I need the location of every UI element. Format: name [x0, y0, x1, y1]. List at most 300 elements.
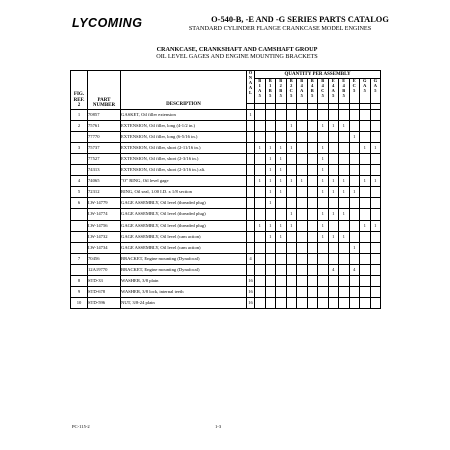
header-model-column	[286, 79, 297, 104]
table-row	[71, 187, 381, 198]
cell-model-quantity	[307, 298, 318, 309]
header-part-number	[88, 71, 121, 110]
header-model-letter: B	[321, 78, 325, 83]
cell-model-quantity	[360, 231, 371, 242]
cell-model-quantity	[349, 220, 360, 231]
header-model-letter: E	[331, 78, 335, 83]
cell-part-number: 70456	[88, 253, 121, 264]
header-model-letter: B	[279, 87, 283, 93]
cell-model-quantity	[297, 253, 308, 264]
cell-fig-ref	[71, 209, 88, 220]
cell-model-quantity	[339, 276, 350, 287]
cell-model-quantity	[255, 109, 266, 120]
cell-model-quantity	[286, 153, 297, 164]
cell-description: EXTENSION, Oil filler, short (2-3/16 in.)	[121, 153, 247, 164]
cell-part-number: STD-596	[88, 298, 121, 309]
cell-part-number: STD-678	[88, 287, 121, 298]
cell-model-quantity	[318, 253, 329, 264]
cell-model-quantity	[370, 165, 381, 176]
cell-model-quantity	[286, 187, 297, 198]
cell-model-quantity	[339, 220, 350, 231]
cell-model-quantity	[297, 153, 308, 164]
cell-model-quantity	[297, 264, 308, 275]
cell-model-quantity	[297, 120, 308, 131]
cell-model-quantity	[276, 242, 287, 253]
cell-description: WASHER, 3/8 lock, internal teeth	[121, 287, 247, 298]
header-model-letter: C	[352, 82, 356, 88]
cell-model-quantity	[370, 198, 381, 209]
cell-model-quantity	[339, 131, 350, 142]
cell-model-quantity	[360, 120, 371, 131]
cell-part-number: 12A19770	[88, 264, 121, 275]
cell-na-quantity: 1	[247, 109, 255, 120]
header-not-applicable-letter: L	[249, 89, 252, 95]
header-model-column	[349, 79, 360, 104]
catalog-title: O-540-B, -E AND -G SERIES PARTS CATALOG	[211, 15, 389, 24]
cell-model-quantity	[286, 276, 297, 287]
header-model-letter: 4	[321, 82, 324, 88]
cell-description: GAGE ASSEMBLY, Oil level (threaded plug)	[121, 198, 247, 209]
cell-model-quantity	[307, 187, 318, 198]
cell-model-quantity	[276, 131, 287, 142]
cell-model-quantity: 1	[265, 142, 276, 153]
header-model-letter: 4	[342, 82, 345, 88]
cell-model-quantity	[297, 165, 308, 176]
cell-na-quantity: 16	[247, 276, 255, 287]
cell-na-quantity	[247, 120, 255, 131]
cell-model-quantity: 1	[349, 187, 360, 198]
cell-description: BRACKET, Engine mounting (Dynafocal)	[121, 253, 247, 264]
cell-na-quantity: 4	[247, 253, 255, 264]
cell-model-quantity	[307, 120, 318, 131]
cell-na-quantity	[247, 242, 255, 253]
cell-model-quantity	[349, 165, 360, 176]
catalog-subtitle: STANDARD CYLINDER FLANGE CRANKCASE MODEL ENGINES	[188, 25, 372, 32]
cell-model-quantity	[370, 242, 381, 253]
cell-description: EXTENSION, Oil filler, short (2-3/16 in.) alt.	[121, 165, 247, 176]
cell-model-quantity	[255, 242, 266, 253]
table-row	[71, 165, 381, 176]
header-model-column	[307, 79, 318, 104]
cell-na-quantity	[247, 142, 255, 153]
cell-model-quantity	[255, 131, 266, 142]
cell-model-quantity	[255, 253, 266, 264]
cell-model-quantity	[276, 276, 287, 287]
cell-part-number: 74065	[88, 176, 121, 187]
cell-model-quantity	[349, 109, 360, 120]
header-model-letter: B	[300, 78, 304, 83]
cell-model-quantity	[286, 131, 297, 142]
cell-model-quantity: 1	[276, 153, 287, 164]
header-model-column	[339, 79, 350, 104]
cell-model-quantity: 1	[318, 120, 329, 131]
cell-model-quantity	[276, 287, 287, 298]
cell-model-quantity	[349, 198, 360, 209]
header-model-letter: A	[373, 82, 377, 88]
cell-part-number: 75761	[88, 120, 121, 131]
cell-model-quantity	[286, 109, 297, 120]
cell-model-quantity	[307, 220, 318, 231]
cell-model-quantity	[370, 187, 381, 198]
cell-model-quantity: 1	[328, 187, 339, 198]
header-model-letter: B	[279, 78, 283, 83]
cell-model-quantity	[349, 231, 360, 242]
cell-model-quantity	[255, 264, 266, 275]
cell-model-quantity: 1	[339, 120, 350, 131]
cell-na-quantity	[247, 209, 255, 220]
cell-model-quantity: 1	[286, 142, 297, 153]
cell-model-quantity: 1	[328, 209, 339, 220]
cell-model-quantity: 1	[255, 142, 266, 153]
cell-model-quantity	[307, 231, 318, 242]
table-row	[71, 220, 381, 231]
cell-model-quantity	[265, 109, 276, 120]
table-row	[71, 176, 381, 187]
header-description: DESCRIPTION	[121, 71, 247, 110]
cell-model-quantity	[318, 298, 329, 309]
header-not-applicable-letter: N	[248, 74, 253, 80]
cell-model-quantity: 1	[339, 176, 350, 187]
cell-model-quantity	[328, 198, 339, 209]
cell-model-quantity	[339, 153, 350, 164]
cell-model-quantity	[255, 165, 266, 176]
table-row	[71, 209, 381, 220]
cell-model-quantity	[370, 287, 381, 298]
cell-model-quantity	[328, 242, 339, 253]
cell-model-quantity	[265, 253, 276, 264]
header-model-letter: A	[258, 87, 262, 93]
header-not-applicable-letter: A	[248, 79, 253, 85]
header-model-letter: 4	[300, 82, 303, 88]
cell-model-quantity	[286, 198, 297, 209]
cell-model-quantity	[297, 142, 308, 153]
cell-model-quantity	[318, 109, 329, 120]
cell-model-quantity	[360, 109, 371, 120]
cell-model-quantity	[307, 209, 318, 220]
cell-description: GAGE ASSEMBLY, Oil level (threaded plug)	[121, 209, 247, 220]
header-model-letter: B	[289, 78, 293, 83]
cell-model-quantity: 1	[370, 176, 381, 187]
cell-fig-ref: 10	[71, 298, 88, 309]
cell-model-quantity	[255, 187, 266, 198]
cell-model-quantity	[360, 209, 371, 220]
cell-model-quantity	[339, 109, 350, 120]
cell-model-quantity	[328, 165, 339, 176]
cell-model-quantity	[370, 120, 381, 131]
cell-model-quantity	[255, 287, 266, 298]
cell-model-quantity	[339, 298, 350, 309]
cell-na-quantity	[247, 153, 255, 164]
cell-model-quantity: 1	[276, 220, 287, 231]
cell-model-quantity: 1	[318, 187, 329, 198]
cell-description: NUT, 3/8-24 plain	[121, 298, 247, 309]
cell-model-quantity: 1	[318, 209, 329, 220]
cell-model-quantity: 1	[265, 176, 276, 187]
cell-model-quantity	[360, 264, 371, 275]
cell-model-quantity	[349, 287, 360, 298]
cell-description: RING, Oil seal, 1.00 I.D. x 1/8 section	[121, 187, 247, 198]
cell-part-number: 77770	[88, 131, 121, 142]
cell-model-quantity	[276, 109, 287, 120]
table-row	[71, 198, 381, 209]
header-model-letter: C	[289, 87, 293, 93]
cell-fig-ref	[71, 264, 88, 275]
header-model-column	[360, 79, 371, 104]
cell-model-quantity	[328, 131, 339, 142]
cell-model-quantity: 1	[318, 153, 329, 164]
cell-fig-ref	[71, 165, 88, 176]
cell-model-quantity	[255, 276, 266, 287]
header-model-letter: 5	[269, 92, 272, 98]
header-model-letter: 4	[311, 82, 314, 88]
cell-model-quantity	[360, 276, 371, 287]
cell-description: EXTENSION, Oil filler, long (6-5/16 in.)	[121, 131, 247, 142]
lycoming-logo: LYCOMING	[72, 16, 143, 30]
cell-model-quantity	[318, 287, 329, 298]
table-row	[71, 276, 381, 287]
cell-na-quantity: 16	[247, 287, 255, 298]
cell-na-quantity	[247, 231, 255, 242]
cell-fig-ref: 9	[71, 287, 88, 298]
cell-model-quantity	[360, 198, 371, 209]
cell-model-quantity: 4	[349, 264, 360, 275]
cell-model-quantity	[307, 153, 318, 164]
header-not-applicable-letter: O	[248, 70, 253, 75]
cell-model-quantity	[297, 131, 308, 142]
cell-model-quantity	[328, 298, 339, 309]
cell-model-quantity	[370, 153, 381, 164]
cell-fig-ref: 7	[71, 253, 88, 264]
cell-model-quantity: 4	[328, 264, 339, 275]
cell-model-quantity	[370, 131, 381, 142]
cell-part-number: LW-14779	[88, 198, 121, 209]
cell-model-quantity: 1	[286, 209, 297, 220]
header-fig-ref-line: 2	[77, 103, 81, 109]
header-model-letter: 2	[279, 82, 282, 88]
cell-description: GAGE ASSEMBLY, Oil level (threaded plug)	[121, 220, 247, 231]
cell-model-quantity	[255, 209, 266, 220]
cell-na-quantity	[247, 264, 255, 275]
cell-model-quantity	[276, 264, 287, 275]
cell-model-quantity	[370, 231, 381, 242]
cell-model-quantity: 1	[286, 220, 297, 231]
cell-model-quantity: 1	[276, 142, 287, 153]
header-model-letter: 5	[353, 87, 356, 93]
table-row	[71, 131, 381, 142]
cell-model-quantity	[276, 120, 287, 131]
header-fig-ref-line: REF.	[73, 97, 85, 103]
cell-model-quantity	[297, 220, 308, 231]
cell-model-quantity	[286, 287, 297, 298]
cell-model-quantity	[360, 287, 371, 298]
cell-model-quantity	[318, 131, 329, 142]
cell-model-quantity	[297, 276, 308, 287]
cell-model-quantity	[349, 276, 360, 287]
cell-part-number: STD-33	[88, 276, 121, 287]
header-model-letter: 5	[342, 92, 345, 98]
header-model-letter: G	[373, 78, 378, 83]
cell-model-quantity	[349, 209, 360, 220]
header-quantity-per-assembly: QUANTITY PER ASSEMBLY	[255, 71, 381, 79]
header-model-letter: E	[352, 78, 356, 83]
cell-model-quantity	[307, 165, 318, 176]
cell-model-quantity	[276, 198, 287, 209]
cell-model-quantity: 1	[370, 220, 381, 231]
cell-na-quantity	[247, 131, 255, 142]
cell-model-quantity	[265, 287, 276, 298]
header-model-letter: 5	[321, 92, 324, 98]
cell-model-quantity	[307, 242, 318, 253]
header-model-letter: 5	[279, 92, 282, 98]
cell-model-quantity	[339, 264, 350, 275]
header-model-letter: 5	[258, 92, 261, 98]
cell-na-quantity: 16	[247, 298, 255, 309]
cell-model-quantity	[297, 187, 308, 198]
cell-model-quantity	[255, 153, 266, 164]
cell-model-quantity	[265, 120, 276, 131]
cell-model-quantity	[328, 253, 339, 264]
header-model-letter: E	[342, 78, 346, 83]
cell-model-quantity	[286, 165, 297, 176]
header-model-letter: 5	[374, 87, 377, 93]
cell-model-quantity	[297, 209, 308, 220]
cell-model-quantity	[328, 109, 339, 120]
header-model-letter: B	[310, 78, 314, 83]
cell-model-quantity	[255, 231, 266, 242]
cell-model-quantity: 1	[318, 142, 329, 153]
cell-model-quantity	[370, 298, 381, 309]
header-model-letter: B	[268, 87, 272, 93]
cell-part-number: 70857	[88, 109, 121, 120]
cell-model-quantity	[297, 298, 308, 309]
table-row	[71, 287, 381, 298]
cell-model-quantity: 1	[286, 176, 297, 187]
cell-description: GASKET, Oil filler extension	[121, 109, 247, 120]
table-row	[71, 153, 381, 164]
header-model-letter: B	[258, 78, 262, 83]
cell-description: WASHER, 3/8 plain	[121, 276, 247, 287]
header-model-column	[328, 79, 339, 104]
cell-description: GAGE ASSEMBLY, Oil level (cam action)	[121, 242, 247, 253]
cell-fig-ref: 1	[71, 109, 88, 120]
cell-model-quantity	[318, 198, 329, 209]
cell-model-quantity: 1	[255, 176, 266, 187]
cell-model-quantity	[297, 198, 308, 209]
cell-model-quantity	[349, 298, 360, 309]
header-model-letter: 5	[363, 87, 366, 93]
header-part-number-line: NUMBER	[92, 103, 116, 109]
cell-model-quantity	[318, 264, 329, 275]
cell-model-quantity: 1	[265, 153, 276, 164]
cell-model-quantity	[276, 298, 287, 309]
cell-fig-ref	[71, 231, 88, 242]
header-model-letter: B	[268, 78, 272, 83]
header-model-letter: 5	[311, 92, 314, 98]
cell-model-quantity	[307, 131, 318, 142]
cell-model-quantity	[328, 153, 339, 164]
cell-model-quantity	[265, 276, 276, 287]
cell-description: EXTENSION, Oil filler, long (4-1/2 in.)	[121, 120, 247, 131]
cell-model-quantity	[360, 242, 371, 253]
table-row	[71, 109, 381, 120]
cell-model-quantity: 1	[349, 131, 360, 142]
cell-part-number: 74313	[88, 165, 121, 176]
cell-model-quantity	[328, 220, 339, 231]
table-row	[71, 142, 381, 153]
cell-model-quantity	[297, 242, 308, 253]
cell-part-number: 77527	[88, 153, 121, 164]
header-part-number-line: PART	[97, 97, 111, 103]
cell-model-quantity: 1	[360, 142, 371, 153]
cell-model-quantity	[307, 253, 318, 264]
cell-model-quantity: 1	[318, 220, 329, 231]
header-model-letter: 5	[332, 92, 335, 98]
cell-model-quantity: 1	[297, 176, 308, 187]
cell-part-number: LW-14756	[88, 220, 121, 231]
cell-model-quantity	[370, 209, 381, 220]
cell-fig-ref: 5	[71, 187, 88, 198]
cell-model-quantity	[297, 287, 308, 298]
cell-na-quantity	[247, 165, 255, 176]
header-model-letter: C	[321, 87, 325, 93]
cell-fig-ref	[71, 220, 88, 231]
cell-model-quantity	[307, 176, 318, 187]
cell-fig-ref	[71, 242, 88, 253]
header-fig-ref	[71, 71, 88, 110]
cell-fig-ref: 3	[71, 142, 88, 153]
cell-fig-ref: 2	[71, 120, 88, 131]
cell-fig-ref: 6	[71, 198, 88, 209]
cell-model-quantity: 1	[328, 231, 339, 242]
cell-model-quantity	[339, 242, 350, 253]
cell-model-quantity	[307, 276, 318, 287]
cell-model-quantity: 1	[276, 187, 287, 198]
cell-model-quantity: 1	[339, 209, 350, 220]
cell-model-quantity	[307, 198, 318, 209]
cell-fig-ref	[71, 131, 88, 142]
cell-na-quantity	[247, 176, 255, 187]
cell-model-quantity	[339, 198, 350, 209]
header-fig-ref-line: FIG.	[73, 92, 85, 98]
cell-model-quantity	[339, 253, 350, 264]
table-row	[71, 253, 381, 264]
cell-model-quantity	[349, 253, 360, 264]
cell-model-quantity: 1	[349, 242, 360, 253]
cell-model-quantity	[360, 165, 371, 176]
group-title: CRANKCASE, CRANKSHAFT AND CAMSHAFT GROUP	[156, 46, 318, 53]
cell-model-quantity	[360, 253, 371, 264]
header-model-letter: B	[342, 87, 346, 93]
cell-model-quantity	[360, 153, 371, 164]
header-model-column	[276, 79, 287, 104]
group-subtitle: OIL LEVEL GAGES AND ENGINE MOUNTING BRACKETS	[156, 53, 318, 60]
cell-model-quantity: 1	[339, 187, 350, 198]
cell-model-quantity	[370, 109, 381, 120]
cell-model-quantity	[255, 298, 266, 309]
header-model-letter: 1	[269, 82, 272, 88]
cell-model-quantity: 1	[276, 165, 287, 176]
cell-model-quantity: 1	[339, 231, 350, 242]
table-row	[71, 231, 381, 242]
cell-model-quantity	[370, 276, 381, 287]
cell-model-quantity: 1	[318, 165, 329, 176]
cell-model-quantity	[360, 187, 371, 198]
cell-model-quantity	[318, 242, 329, 253]
cell-model-quantity	[255, 120, 266, 131]
cell-model-quantity	[339, 165, 350, 176]
cell-model-quantity: 1	[360, 220, 371, 231]
cell-fig-ref	[71, 153, 88, 164]
